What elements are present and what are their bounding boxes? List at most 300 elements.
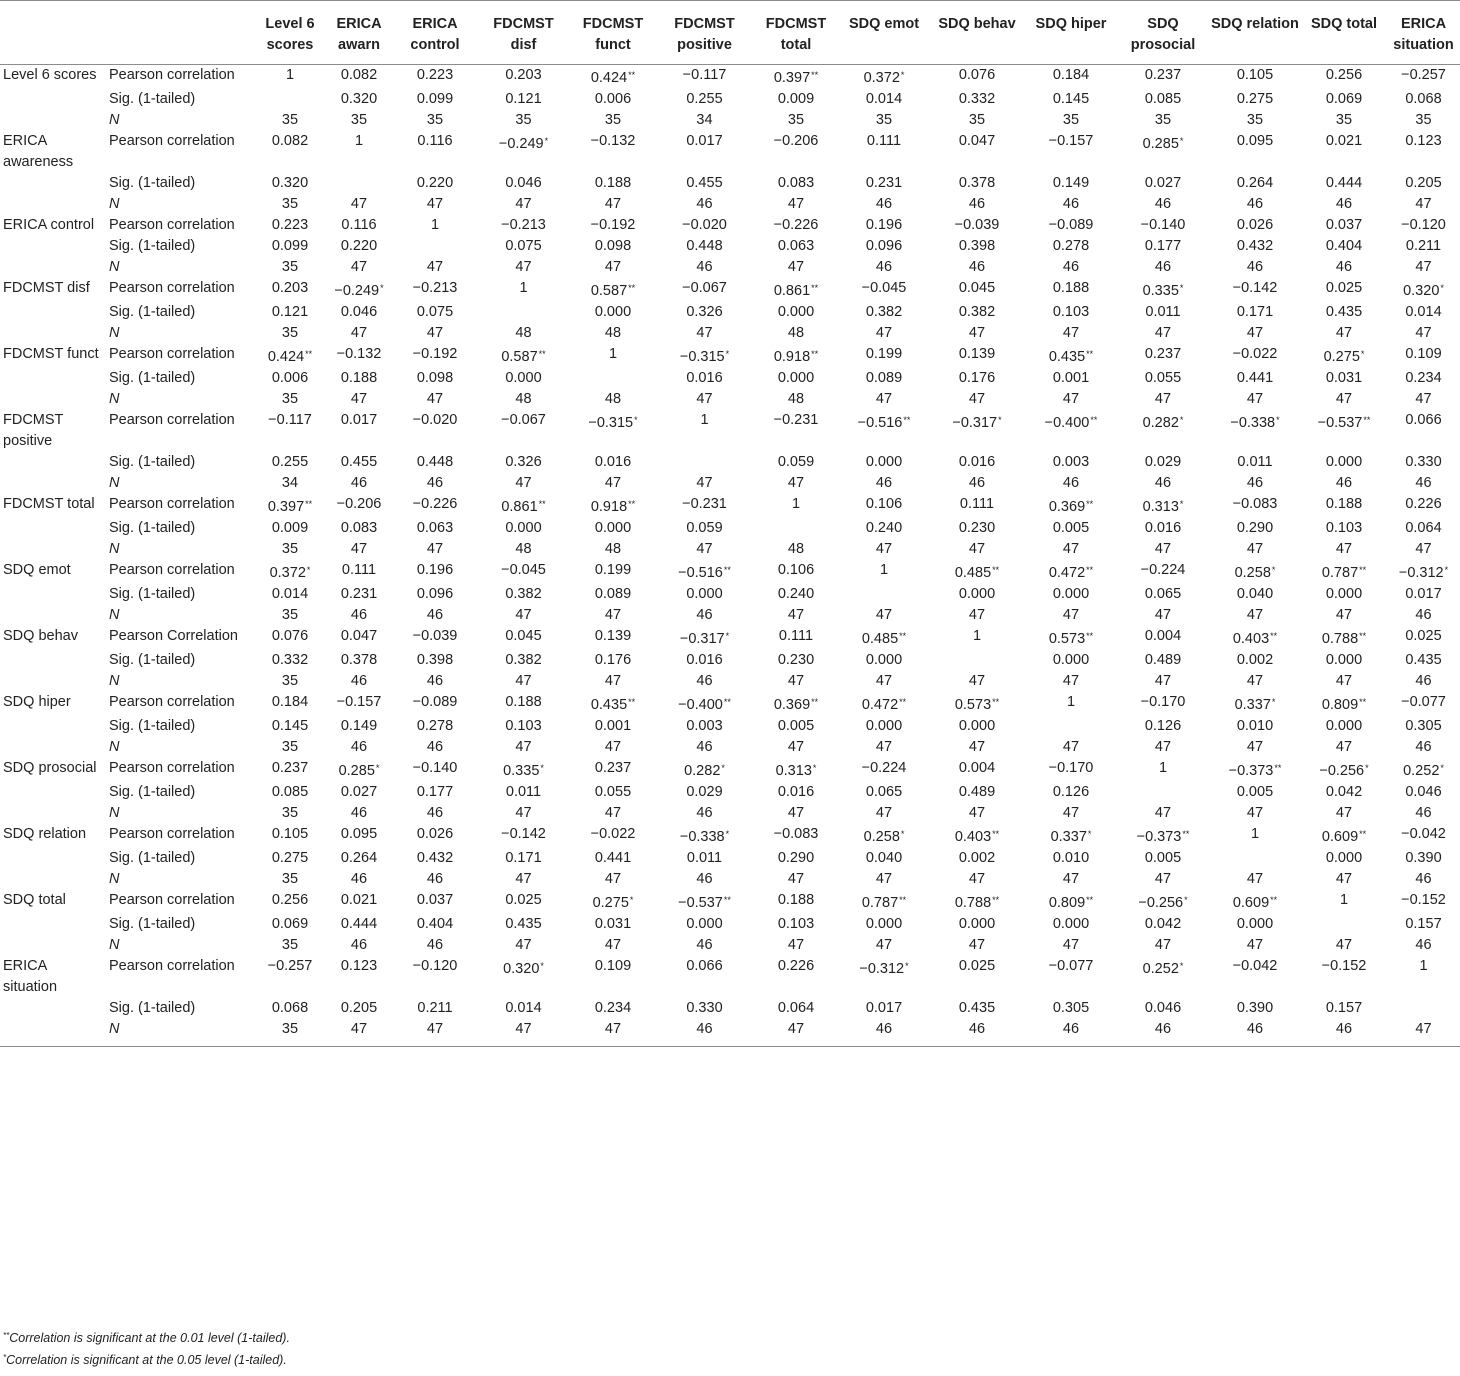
table-cell: 0.203: [271, 280, 309, 296]
table-cell: 47: [787, 259, 805, 275]
table-cell: 0.157: [1405, 916, 1442, 932]
stat-label-n: N: [103, 1019, 255, 1047]
column-header: FDCMST total: [753, 1, 839, 65]
table-cell: 0.252*: [1142, 961, 1184, 977]
table-cell: 46: [1415, 805, 1432, 821]
table-cell: [393, 236, 477, 257]
table-cell: 47: [1154, 805, 1172, 821]
stat-label-sig: Sig. (1-tailed): [109, 304, 196, 320]
table-cell: 0.435: [1405, 652, 1442, 668]
table-cell: 0.278: [416, 718, 454, 734]
table-cell: 0.000: [958, 916, 996, 932]
table-cell: 47: [426, 196, 444, 212]
table-cell: 0.587**: [590, 283, 636, 299]
table-cell: −0.206: [336, 496, 382, 512]
table-cell: 0.047: [340, 628, 378, 644]
table-cell: [1117, 782, 1209, 803]
significance-marker: *: [1184, 895, 1188, 905]
table-cell: 0.188: [340, 370, 378, 386]
stat-label-pearson: Pearson correlation: [109, 562, 235, 578]
table-cell: 47: [350, 259, 368, 275]
table-cell: 0.390: [1405, 850, 1442, 866]
table-cell: 0.332: [958, 91, 996, 107]
table-cell: −0.089: [412, 694, 458, 710]
table-cell: 0.076: [958, 67, 996, 83]
table-footnotes: [3, 1326, 290, 1370]
table-cell: 47: [1062, 607, 1080, 623]
table-cell: −0.020: [682, 217, 727, 233]
table-cell: 0.075: [416, 304, 454, 320]
table-row: [0, 89, 1460, 110]
table-cell: 0.098: [416, 370, 454, 386]
column-header: SDQ emot: [839, 1, 929, 65]
table-cell: 47: [1335, 805, 1353, 821]
table-cell: −0.373**: [1136, 829, 1190, 845]
table-cell: 0.069: [1325, 91, 1363, 107]
stat-label-pearson: Pearson Correlation: [109, 628, 238, 644]
table-cell: −0.224: [1140, 562, 1186, 578]
table-cell: −0.231: [773, 412, 819, 428]
table-cell: −0.206: [773, 133, 819, 149]
table-cell: −0.516**: [678, 565, 731, 581]
table-cell: 0.017: [865, 1000, 903, 1016]
table-cell: 0.404: [416, 916, 454, 932]
table-cell: 46: [1415, 607, 1432, 623]
table-cell: 47: [875, 805, 893, 821]
table-cell: 46: [696, 739, 713, 755]
table-cell: 0.378: [340, 652, 378, 668]
table-cell: −0.152: [1321, 958, 1367, 974]
table-cell: 0.337*: [1234, 697, 1276, 713]
table-cell: 0.226: [1405, 496, 1442, 512]
table-cell: 0.220: [416, 175, 454, 191]
table-header: [0, 1, 1460, 65]
table-cell: −0.317*: [679, 631, 730, 647]
table-cell: 0.017: [340, 412, 378, 428]
table-cell: 0.382: [505, 652, 542, 668]
significance-marker: **: [1182, 829, 1190, 839]
table-cell: 0.382: [958, 304, 996, 320]
row-variable-label: SDQ emot: [3, 562, 71, 578]
table-cell: 0.068: [1405, 91, 1442, 107]
table-cell: 0.199: [594, 562, 632, 578]
table-cell: 0.000: [1052, 586, 1090, 602]
stat-label-sig: Sig. (1-tailed): [109, 91, 196, 107]
table-cell: 0.435: [505, 916, 542, 932]
table-cell: 35: [281, 325, 299, 341]
stat-label-n: N: [109, 391, 120, 407]
table-cell: 0.398: [958, 238, 996, 254]
significance-marker: *: [1271, 697, 1276, 707]
table-row: [0, 494, 1460, 518]
table-cell: 0.014: [505, 1000, 542, 1016]
table-cell: 0.275: [1236, 91, 1274, 107]
table-cell: 47: [1335, 607, 1353, 623]
table-cell: 47: [787, 739, 805, 755]
table-row: [0, 452, 1460, 473]
table-cell: 0.444: [340, 916, 378, 932]
table-cell: 47: [604, 805, 622, 821]
table-cell: 35: [255, 1019, 325, 1047]
table-cell: 47: [875, 391, 893, 407]
table-cell: 1: [608, 346, 618, 362]
table-cell: 47: [1062, 871, 1080, 887]
table-cell: −0.083: [773, 826, 819, 842]
row-variable-blank: [0, 89, 103, 110]
table-cell: 47: [1335, 937, 1353, 953]
column-header: Level 6 scores: [255, 1, 325, 65]
table-cell: 0.139: [958, 346, 996, 362]
table-cell: 35: [968, 112, 986, 128]
significance-marker: *: [634, 415, 638, 425]
table-cell: 47: [787, 196, 805, 212]
table-cell: 0.188: [777, 892, 815, 908]
table-cell: 47: [1154, 325, 1172, 341]
row-variable-blank: [0, 518, 103, 539]
table-cell: −0.067: [682, 280, 727, 296]
table-row: [0, 914, 1460, 935]
stat-label-n: N: [109, 871, 120, 887]
table-cell: 0.075: [505, 238, 542, 254]
stat-label-sig: Sig. (1-tailed): [109, 1000, 196, 1016]
table-cell: 0.037: [416, 892, 454, 908]
significance-marker: *: [1087, 829, 1092, 839]
table-cell: 0.065: [865, 784, 903, 800]
table-cell: 35: [281, 739, 299, 755]
table-cell: 1: [972, 628, 982, 644]
table-cell: 0.083: [777, 175, 815, 191]
column-header: ERICA situation: [1387, 1, 1460, 65]
stat-label-sig: Sig. (1-tailed): [109, 370, 196, 386]
significance-marker: *: [998, 415, 1002, 425]
table-cell: 0.382: [865, 304, 903, 320]
stat-label-pearson: Pearson correlation: [109, 826, 235, 842]
table-cell: 47: [968, 673, 986, 689]
table-cell: −0.089: [1048, 217, 1094, 233]
table-cell: [1025, 716, 1117, 737]
table-cell: 0.001: [1052, 370, 1090, 386]
table-cell: 0.045: [505, 628, 542, 644]
significance-marker: **: [538, 499, 546, 509]
table-cell: −0.022: [590, 826, 636, 842]
table-cell: 0.111: [866, 133, 902, 149]
table-cell: 0.042: [1325, 784, 1363, 800]
table-cell: 0.787**: [861, 895, 907, 911]
table-cell: 0.003: [1052, 454, 1090, 470]
table-cell: 0.264: [1236, 175, 1274, 191]
table-cell: 0.026: [1236, 217, 1274, 233]
table-cell: 0.171: [505, 850, 542, 866]
column-header: FDCMST positive: [656, 1, 753, 65]
header-blank-cell: [0, 1, 103, 65]
table-cell: −0.170: [1048, 760, 1094, 776]
table-cell: 0.609**: [1232, 895, 1278, 911]
table-cell: 46: [1154, 259, 1172, 275]
table-cell: 35: [875, 112, 893, 128]
table-cell: 35: [281, 805, 299, 821]
table-cell: 47: [1246, 541, 1264, 557]
table-cell: 0.085: [1144, 91, 1182, 107]
row-variable-blank: [0, 236, 103, 257]
table-cell: [255, 89, 325, 110]
significance-marker: **: [811, 283, 819, 293]
table-cell: 0.000: [1325, 586, 1363, 602]
table-cell: 0.000: [865, 454, 903, 470]
significance-marker: *: [1271, 565, 1276, 575]
table-cell: 0.004: [958, 760, 996, 776]
table-cell: 47: [515, 475, 532, 491]
table-cell: 48: [787, 541, 805, 557]
significance-marker: **: [899, 631, 907, 641]
table-cell: 0.237: [594, 760, 632, 776]
table-cell: 46: [696, 196, 713, 212]
significance-marker: *: [1360, 349, 1365, 359]
significance-marker: **: [538, 349, 546, 359]
table-cell: 0.029: [686, 784, 723, 800]
table-cell: 47: [968, 739, 986, 755]
significance-marker: *: [540, 763, 544, 773]
table-row: [0, 173, 1460, 194]
significance-marker: *: [1179, 136, 1184, 146]
table-cell: 47: [1415, 259, 1432, 275]
footnote-text: Correlation is significant at the 0.01 level (1-tailed).: [9, 1331, 290, 1345]
table-cell: 0.000: [865, 652, 903, 668]
row-variable-label: SDQ prosocial: [3, 760, 97, 776]
table-cell: −0.257: [1401, 67, 1446, 83]
table-cell: 0.085: [271, 784, 309, 800]
table-cell: 47: [1062, 391, 1080, 407]
table-cell: 0.573**: [1048, 631, 1094, 647]
table-cell: 0.205: [1405, 175, 1442, 191]
table-cell: −0.157: [1048, 133, 1094, 149]
table-cell: −0.152: [1401, 892, 1446, 908]
table-cell: 47: [1246, 739, 1264, 755]
table-cell: [1301, 914, 1387, 935]
table-cell: 47: [968, 541, 986, 557]
significance-marker: **: [1270, 895, 1278, 905]
table-cell: 47: [515, 937, 532, 953]
table-cell: 35: [1415, 112, 1432, 128]
table-cell: 0.095: [1236, 133, 1274, 149]
table-cell: 0.055: [594, 784, 632, 800]
table-cell: 0.485**: [954, 565, 1000, 581]
row-variable-label: ERICA awareness: [3, 133, 74, 170]
table-cell: −0.170: [1140, 694, 1186, 710]
table-cell: 47: [1154, 739, 1172, 755]
table-cell: 0.064: [1405, 520, 1442, 536]
table-cell: 0.010: [1052, 850, 1090, 866]
stat-label-sig: Sig. (1-tailed): [109, 718, 196, 734]
significance-marker: **: [1086, 349, 1094, 359]
table-cell: 0.000: [865, 718, 903, 734]
table-cell: 0.305: [1405, 718, 1442, 734]
table-cell: −0.256*: [1138, 895, 1188, 911]
table-cell: 0.258*: [1234, 565, 1276, 581]
table-cell: 46: [426, 937, 444, 953]
table-cell: 0.000: [594, 304, 632, 320]
table-cell: 0.014: [271, 586, 309, 602]
table-row: [0, 671, 1460, 692]
table-cell: 0.184: [1052, 67, 1090, 83]
table-cell: 0.448: [416, 454, 454, 470]
table-cell: 0.145: [1052, 91, 1090, 107]
stat-label-pearson: Pearson correlation: [109, 133, 235, 149]
table-cell: 0.424**: [267, 349, 313, 365]
table-cell: 47: [1154, 391, 1172, 407]
significance-marker: *: [1179, 961, 1184, 971]
table-cell: 0.403**: [1232, 631, 1278, 647]
table-cell: 46: [1415, 475, 1432, 491]
table-cell: 0.026: [416, 826, 454, 842]
table-cell: 0.230: [958, 520, 996, 536]
table-cell: 46: [875, 196, 893, 212]
table-cell: −0.077: [1048, 958, 1094, 974]
table-cell: −0.400**: [678, 697, 731, 713]
table-cell: 1: [1250, 826, 1260, 842]
row-variable-label: SDQ behav: [3, 628, 78, 644]
significance-marker: **: [899, 697, 907, 707]
table-cell: 46: [929, 1019, 1025, 1047]
table-cell: 34: [281, 475, 299, 491]
table-cell: 35: [1062, 112, 1080, 128]
table-row: [0, 692, 1460, 716]
row-variable-blank: [0, 671, 103, 692]
table-cell: 0.037: [1325, 217, 1363, 233]
table-cell: 0.335*: [1142, 283, 1184, 299]
table-cell: 0.435**: [1048, 349, 1094, 365]
column-header: SDQ hiper: [1025, 1, 1117, 65]
table-cell: 0.011: [505, 784, 542, 800]
table-cell: 0.390: [1236, 1000, 1274, 1016]
significance-marker: **: [1086, 499, 1094, 509]
table-cell: 46: [968, 196, 986, 212]
table-cell: [656, 452, 753, 473]
table-cell: 0.040: [865, 850, 903, 866]
table-cell: 0.096: [865, 238, 903, 254]
table-cell: 0.098: [594, 238, 632, 254]
table-cell: 0.275: [271, 850, 309, 866]
table-cell: 0.105: [271, 826, 309, 842]
table-cell: 0.021: [340, 892, 378, 908]
table-cell: 0.009: [271, 520, 309, 536]
table-cell: 46: [696, 607, 713, 623]
table-cell: −0.213: [412, 280, 458, 296]
table-cell: −0.120: [1401, 217, 1446, 233]
table-cell: 0.046: [1144, 1000, 1182, 1016]
table-cell: −0.077: [1401, 694, 1446, 710]
stat-label-n: N: [109, 475, 120, 491]
table-cell: 0.000: [686, 586, 723, 602]
table-cell: 46: [1246, 259, 1264, 275]
table-cell: 0.382: [505, 586, 542, 602]
table-cell: 0.000: [777, 370, 815, 386]
table-cell: 0.305: [1052, 1000, 1090, 1016]
table-cell: −0.045: [501, 562, 546, 578]
significance-marker: **: [811, 697, 819, 707]
table-cell: 0.063: [416, 520, 454, 536]
table-cell: 35: [604, 112, 622, 128]
row-variable-blank: [0, 782, 103, 803]
table-cell: 0.000: [1325, 652, 1363, 668]
table-cell: 0.455: [340, 454, 378, 470]
table-row: [0, 368, 1460, 389]
row-variable-blank: [0, 935, 103, 956]
table-cell: 0.861**: [773, 283, 819, 299]
table-cell: 0.188: [1325, 496, 1363, 512]
table-cell: 35: [281, 541, 299, 557]
table-cell: 35: [1246, 112, 1264, 128]
table-row: [0, 236, 1460, 257]
table-cell: 0.326: [505, 454, 542, 470]
table-cell: 0.337*: [1050, 829, 1092, 845]
stat-label-pearson: Pearson correlation: [109, 67, 235, 83]
table-cell: 0.184: [271, 694, 309, 710]
table-cell: 46: [426, 805, 444, 821]
stat-label-n: N: [109, 112, 120, 128]
table-cell: 0.016: [958, 454, 996, 470]
table-cell: 46: [1154, 196, 1172, 212]
table-cell: 0.002: [958, 850, 996, 866]
table-cell: 46: [968, 475, 986, 491]
table-cell: 0.089: [594, 586, 632, 602]
table-cell: 47: [1335, 325, 1353, 341]
table-cell: −0.067: [501, 412, 546, 428]
table-body: [0, 65, 1460, 1047]
row-variable-blank: [0, 869, 103, 890]
table-cell: 1: [1158, 760, 1168, 776]
row-variable-label: FDCMST disf: [3, 280, 90, 296]
table-cell: 0.000: [1052, 652, 1090, 668]
table-cell: 35: [281, 391, 299, 407]
footnote-single-star: [3, 1348, 290, 1370]
significance-marker: **: [723, 565, 731, 575]
row-variable-blank: [0, 998, 103, 1019]
table-cell: 0.176: [594, 652, 632, 668]
table-cell: 0.788**: [954, 895, 1000, 911]
column-header: FDCMST funct: [570, 1, 656, 65]
significance-marker: **: [903, 415, 911, 425]
stat-label-pearson: Pearson correlation: [109, 694, 235, 710]
table-cell: 0.220: [340, 238, 378, 254]
table-cell: 35: [281, 196, 299, 212]
table-cell: 0.285*: [1142, 136, 1184, 152]
table-cell: 47: [875, 871, 893, 887]
table-cell: 0.082: [340, 67, 378, 83]
table-cell: −0.338*: [679, 829, 730, 845]
table-cell: 0.111: [341, 562, 377, 578]
table-cell: 47: [325, 1019, 393, 1047]
table-cell: −0.140: [1140, 217, 1186, 233]
table-cell: 0.103: [1325, 520, 1363, 536]
significance-marker: *: [1365, 763, 1369, 773]
table-cell: 0.016: [777, 784, 815, 800]
table-cell: 47: [1335, 739, 1353, 755]
row-variable-blank: [0, 452, 103, 473]
table-cell: 0.252*: [1403, 763, 1444, 779]
table-cell: 0.047: [958, 133, 996, 149]
table-cell: 0.432: [416, 850, 454, 866]
table-cell: 0.231: [340, 586, 378, 602]
table-cell: −0.142: [1232, 280, 1278, 296]
table-cell: 47: [604, 739, 622, 755]
significance-marker: **: [628, 697, 636, 707]
table-cell: 0.005: [1144, 850, 1182, 866]
table-row: [0, 518, 1460, 539]
table-cell: 47: [515, 259, 532, 275]
table-row: [0, 560, 1460, 584]
table-cell: 0.372*: [269, 565, 311, 581]
significance-marker: **: [723, 895, 731, 905]
